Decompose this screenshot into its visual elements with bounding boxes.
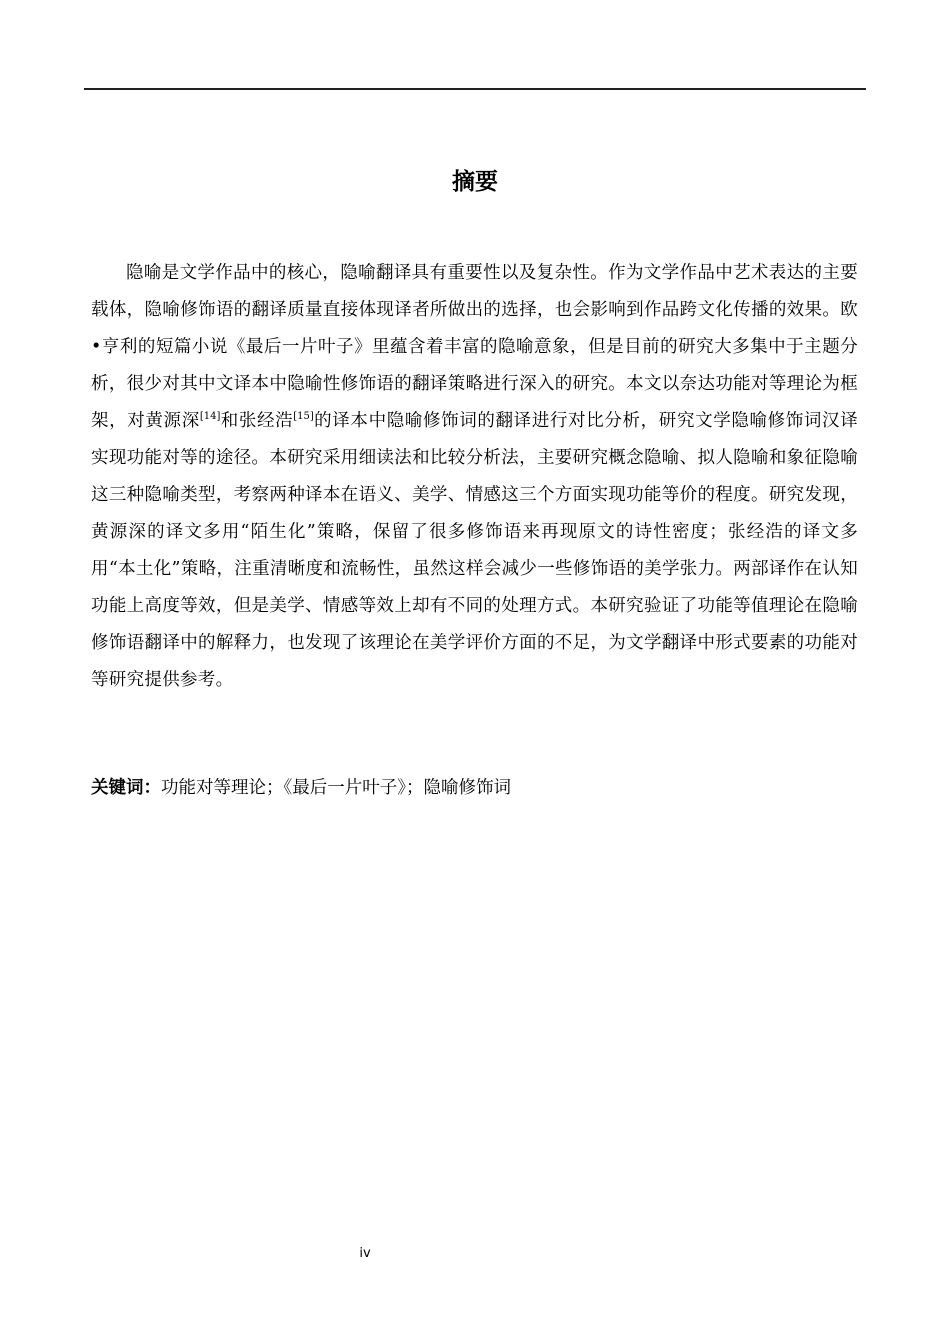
abstract-body: [91, 255, 858, 699]
citation-ref-15[interactable]: [15]: [293, 411, 314, 422]
abstract-text-part2: 和张经浩: [220, 411, 294, 431]
citation-ref-14[interactable]: [14]: [199, 411, 221, 422]
keywords-value: 功能对等理论；《最后一片叶子》；隐喻修饰词: [161, 778, 511, 798]
abstract-text-part1: 隐喻是文学作品中的核心，隐喻翻译具有重要性以及复杂性。作为文学作品中艺术表达的主要载体，隐喻修饰语的翻译质量直接体现译者所做出的选择，也会影响到作品跨文化传播的效果。欧•亨利的短篇小说《最后一片叶子》里蕴含着丰富的隐喻意象，但是目前的研究大多集中于主题分析，很少对其中文译本中隐喻性修饰语的翻译策略进行深入的研究。本文以奈达功能对等理论为框架，对黄源深: [91, 263, 858, 431]
page-number: iv: [359, 1246, 371, 1261]
keywords-label: 关键词：: [91, 778, 161, 798]
keywords-line: [91, 770, 858, 807]
page-title: 摘要: [452, 169, 498, 195]
abstract-text-part3: 的译本中隐喻修饰词的翻译进行对比分析，研究文学隐喻修饰词汉译实现功能对等的途径。本研究采用细读法和比较分析法，主要研究概念隐喻、拟人隐喻和象征隐喻这三种隐喻类型，考察两种译本在语义、美学、情感这三个方面实现功能等价的程度。研究发现，黄源深的译文多用“陌生化”策略，保留了很多修饰语来再现原文的诗性密度；张经浩的译文多用“本土化”策略，注重清晰度和流畅性，虽然这样会减少一些修饰语的美学张力。两部译作在认知功能上高度等效，但是美学、情感等效上却有不同的处理方式。本研究验证了功能等值理论在隐喻修饰语翻译中的解释力，也发现了该理论在美学评价方面的不足，为文学翻译中形式要素的功能对等研究提供参考。: [91, 411, 858, 690]
header-rule: [84, 88, 866, 90]
